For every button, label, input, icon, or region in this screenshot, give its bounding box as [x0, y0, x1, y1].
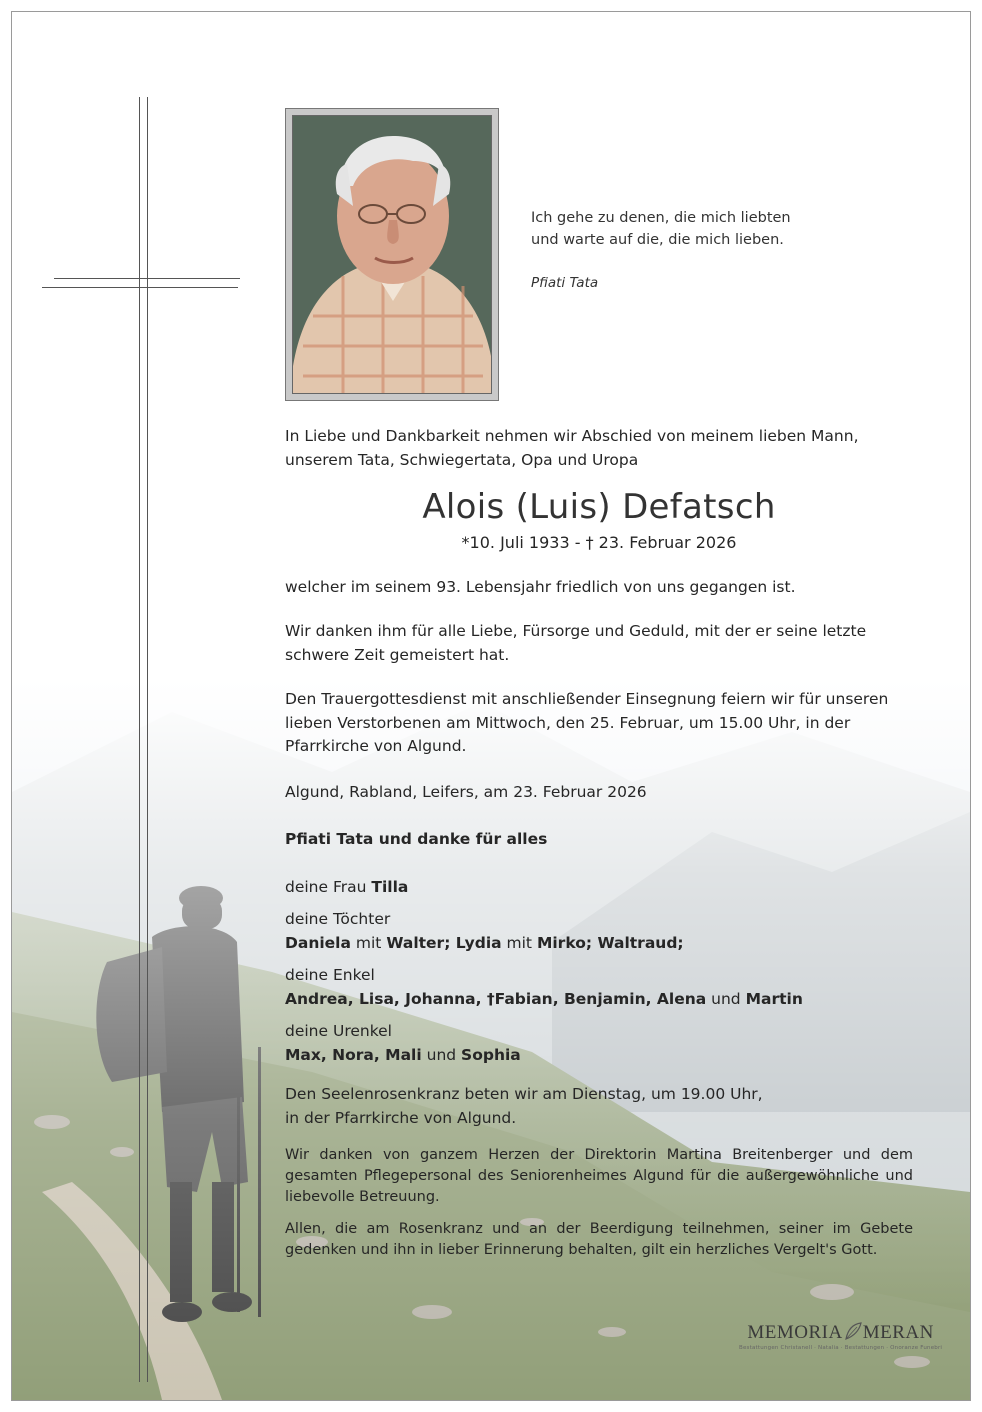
service-line: Den Trauergottesdienst mit anschließender Einsegnung feiern wir für unseren — [285, 690, 889, 708]
family-label: deine Töchter — [285, 910, 391, 928]
logo-tagline: Bestattungen Christanell · Natalia · Bestattungen · Onoranze Funebri — [739, 1345, 943, 1351]
logo-text: MEMORIA — [747, 1322, 843, 1343]
rosary-line: Den Seelenrosenkranz beten wir am Dienstag, um 19.00 Uhr, — [285, 1085, 763, 1103]
thanks-paragraph — [285, 620, 913, 667]
family-name: Martin — [745, 989, 803, 1008]
obituary-card — [11, 11, 971, 1401]
memoria-meran-logo — [739, 1321, 942, 1351]
logo-text: MERAN — [862, 1322, 934, 1343]
thanks-line: Wir danken ihm für alle Liebe, Fürsorge und Geduld, mit der er seine letzte — [285, 622, 867, 640]
leaf-icon — [843, 1321, 863, 1341]
rosary-notice — [285, 1083, 913, 1130]
family-conjunction: mit — [350, 933, 387, 952]
quote-line: und warte auf die, die mich lieben. — [531, 232, 784, 248]
logo-wordmark — [739, 1321, 942, 1344]
family-name: Sophia — [461, 1045, 521, 1064]
family-label: deine Urenkel — [285, 1022, 392, 1040]
staff-acknowledgement: Wir danken von ganzem Herzen der Direktorin Martina Breitenberger und dem gesamten Pflegepersonal des Seniorenheimes Algund für die außergewöhnliche und liebevolle Betreuung. — [285, 1147, 913, 1205]
cross-horizontal-line — [42, 287, 238, 288]
family-wife — [285, 876, 913, 900]
service-paragraph — [285, 688, 913, 759]
obituary-text — [285, 425, 913, 1261]
deceased-name: Alois (Luis) Defatsch — [422, 487, 776, 527]
service-line: lieben Verstorbenen am Mittwoch, den 25. Februar, um 15.00 Uhr, in der — [285, 713, 851, 732]
quote-line: Ich gehe zu denen, die mich liebten — [531, 210, 791, 226]
family-conjunction: und — [706, 989, 746, 1008]
family-grandchildren — [285, 964, 913, 1011]
memorial-quote — [531, 207, 791, 294]
family-name: Mirko; Waltraud; — [536, 933, 684, 952]
intro-line: unserem Tata, Schwiegertata, Opa und Uropa — [285, 450, 639, 469]
intro-paragraph — [285, 425, 913, 472]
family-name: Walter; Lydia — [386, 933, 502, 952]
cross-vertical-line — [147, 97, 148, 1382]
family-name: Max, Nora, Mali — [285, 1045, 422, 1064]
intro-line: In Liebe und Dankbarkeit nehmen wir Abschied von meinem lieben Mann, — [285, 427, 859, 445]
family-name: Daniela — [285, 933, 351, 952]
family-conjunction: und — [421, 1045, 462, 1064]
attendees-acknowledgement: Allen, die am Rosenkranz und an der Beerdigung teilnehmen, seiner im Gebete gedenken und ihn in lieber Erinnerung behalten, gilt ein herzliches Vergelt's Gott. — [285, 1221, 913, 1258]
service-line: Pfarrkirche von Algund. — [285, 737, 467, 755]
portrait-illustration — [293, 116, 491, 393]
rosary-line: in der Pfarrkirche von Algund. — [285, 1108, 517, 1127]
family-conjunction: mit — [501, 933, 537, 952]
portrait-photo — [292, 115, 492, 394]
quote-signature: Pfiati Tata — [531, 275, 599, 291]
life-dates: *10. Juli 1933 - † 23. Februar 2026 — [461, 533, 737, 552]
cross-vertical-line — [139, 97, 140, 1382]
family-label: deine Enkel — [285, 966, 375, 984]
family-label: deine Frau — [285, 877, 372, 896]
farewell-line: Pfiati Tata und danke für alles — [285, 830, 548, 848]
cross-horizontal-line — [54, 278, 240, 279]
family-name: Tilla — [371, 877, 409, 896]
thanks-line: schwere Zeit gemeistert hat. — [285, 645, 510, 664]
age-paragraph: welcher im seinem 93. Lebensjahr friedlich von uns gegangen ist. — [285, 577, 796, 596]
place-date: Algund, Rabland, Leifers, am 23. Februar 2026 — [285, 782, 647, 801]
family-greatgrandchildren — [285, 1020, 913, 1067]
portrait-frame — [285, 108, 499, 401]
family-name: Andrea, Lisa, Johanna, †Fabian, Benjamin, Alena — [285, 989, 707, 1008]
family-daughters — [285, 908, 913, 955]
